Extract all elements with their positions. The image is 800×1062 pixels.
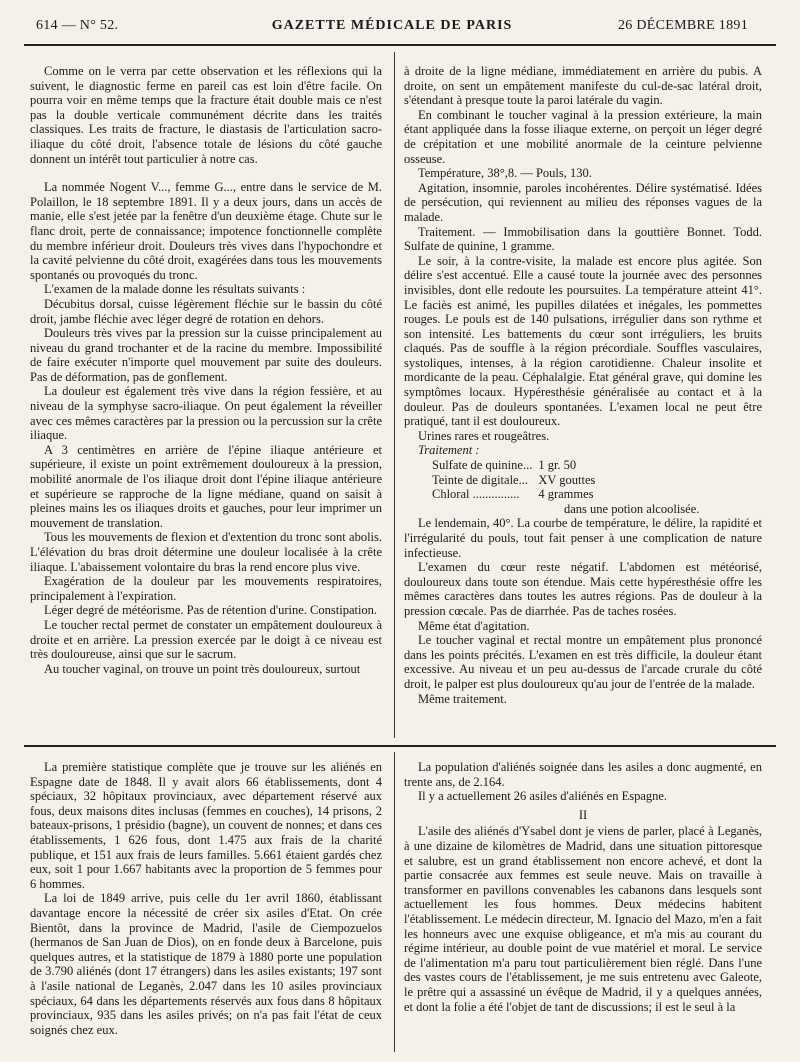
drug-dose: 4 grammes	[538, 487, 594, 502]
article-top-right-column	[404, 64, 762, 706]
paragraph: Agitation, insomnie, paroles incohérentes. Délire systématisé. Idées de persécution, qui reviennent au milieu des réponses vagues de la malade.	[404, 180, 762, 224]
drug-name: Teinte de digitale...	[432, 472, 528, 487]
paragraph: La douleur est également très vive dans la région fessière, et au niveau de la symphyse sacro-iliaque. On peut également la réveiller avec ces mêmes caractères par la pression ou la percussion sur la crête iliaque.	[30, 384, 382, 443]
paragraph: Exagération de la douleur par les mouvements respiratoires, principalement à l'expiration.	[30, 574, 382, 603]
paragraph: Tous les mouvements de flexion et d'extention du tronc sont abolis. L'élévation du bras droit détermine une douleur localisée à la crête iliaque. L'abaissement volontaire du bras la rend encore plus vive.	[30, 530, 382, 574]
paragraph: A 3 centimètres en arrière de l'épine iliaque antérieure et supérieure, il existe un point extrêmement douloureux à la pression, mobilité anormale de l'os iliaque droit dont l'épine iliaque antérieure et supérieure se rapproche de la ligne médiane, quand on saisit à pleines mains les os iliaques droits et gauches, pour leur imprimer un mouvement de translation.	[30, 442, 382, 530]
paragraph: En combinant le toucher vaginal à la pression extérieure, la main étant appliquée dans la fosse iliaque externe, on perçoit un léger degré de crépitation et une mobilité anormale de la ceinture pelvienne osseuse.	[404, 107, 762, 166]
article-bottom-left-column	[30, 760, 382, 1037]
paragraph: L'asile des aliénés d'Ysabel dont je viens de parler, placé à Leganès, à une dizaine de kilomètres de Madrid, dans une situation pittoresque et salubre, est un grand établissement non encore achevé, et dont la partie consacrée aux femmes est seule neuve. Mais on travaille à transformer en pavillons convenables les cabanons dans lesquels sont actuellement les fous hommes. Deux médecins habitent l'établissement. Le médecin directeur, M. Ignacio del Mazo, m'en a fait les honneurs avec une exquise obligeance, et m'a mis au courant du régime intérieur, au double point de vue matériel et moral. Le service de l'alimentation m'a paru tout particulièrement bien réglé. Dans l'une des vastes cours de l'établissement, je me suis entretenu avec Galeote, le prêtre qui a assassiné un évêque de Madrid, il y a quelques années, et dont la folie a été l'objet de tant de discussions; il est le seul à la	[404, 824, 762, 1014]
treatment-footer: dans une potion alcoolisée.	[564, 501, 700, 516]
article-bottom-right-column	[404, 760, 762, 1014]
paragraph: Le toucher vaginal et rectal montre un empâtement plus prononcé dans les points précités. L'examen en est très difficile, la douleur étant excessive. Au niveau et un peu au-dessus de l'arcade crurale du côté droit, le palper est plus douloureux qu'au jour de l'entrée de la malade.	[404, 633, 762, 691]
treatment-table	[432, 458, 601, 502]
issue-date: 26 DÉCEMBRE 1891	[617, 18, 748, 33]
drug-dose: XV gouttes	[538, 472, 596, 487]
paragraph: La population d'aliénés soignée dans les asiles a donc augmenté, en trente ans, de 2.164.	[404, 760, 762, 789]
section-rule	[24, 745, 776, 747]
paragraph: La première statistique complète que je trouve sur les aliénés en Espagne date de 1848. Il y avait alors 66 établissements, dont 4 spéciaux, 32 hôpitaux provinciaux, avec département réservé aux fous, deux maisons dites inclusas (femmes en couches), 14 prisons, 2 bateaux-prisons, 1 présidio (bagne), un couvent de nonnes; et dans ces établissements, 1 626 fous, dont 1.475 aux frais de la charité publique, et 151 aux frais de leurs familles. 5.661 étaient gardés chez eux, soit 1 pour 1.667 habitants avec la proportion de 5 femmes pour 6 hommes.	[30, 760, 382, 891]
section-number: II	[578, 807, 588, 822]
paragraph: Au toucher vaginal, on trouve un point très douloureux, surtout	[44, 661, 361, 676]
treatment-row	[432, 487, 601, 502]
drug-dose: 1 gr. 50	[538, 458, 577, 473]
page-number: 614 — N° 52.	[36, 18, 119, 33]
paragraph: Même traitement.	[418, 691, 507, 706]
paragraph: Comme on le verra par cette observation et les réflexions qui la suivent, le diagnostic ferme en pareil cas est loin d'être facile. On pourra voir en même temps que la fracture était double mais ce n'est pas la double verticale communément décrite dans les traités classiques. Les traits de fracture, le diastasis de l'articulation sacro-iliaque du côté droit, l'absence totale de lésions du côté gauche donnent un intérêt tout particulier à notre cas.	[30, 64, 382, 166]
paragraph: Il y a actuellement 26 asiles d'aliénés en Espagne.	[418, 789, 668, 804]
treatment-heading: Traitement :	[418, 443, 480, 458]
drug-name: Chloral ...............	[432, 487, 520, 502]
treatment-row	[432, 458, 601, 473]
paragraph: L'examen de la malade donne les résultats suivants :	[44, 282, 306, 297]
paragraph: La loi de 1849 arrive, puis celle du 1er avril 1860, établissant davantage encore la nécessité de créer six asiles d'Etat. On crée Bientôt, dans la province de Madrid, l'asile de Ciempozuelos (hermanos de San Juan de Dios), on en fonde deux à Barcelone, puis quelques autres, et la statistique de 1879 à 1880 porte une population de 3.790 aliénés (dont 17 étrangers) dans les asiles existants; 197 sont à l'asile national de Leganès, 2.047 dans les 10 asiles provinciaux spéciaux, 64 dans les départements réservés aux fous dans 8 hôpitaux provinciaux, 935 dans les asiles privés; on n'a pas fait l'état de ceux soignés chez eux.	[30, 891, 382, 1037]
paragraph: Le soir, à la contre-visite, la malade est encore plus agitée. Son délire s'est accentué. Elle a causé toute la journée avec des personnes invisibles, dont elle redoute les poursuites. La température atteint 41°. Le faciès est animé, les pupilles dilatées et inégales, les pommettes rouges. Le pouls est de 140 pulsations, irrégulier dans son rythme et son intensité. Les battements du cœur sont irréguliers, les bruits claqués. Pas de souffle à la région précordiale. Souffles vasculaires, systoliques, intenses, à la région carotidienne. Chaleur insolite et mordicante de la peau. Céphalalgie. Etat général grave, qui domine les symptômes locaux. Hypéresthésie généralisée au contact et à la douleur. Pas de douleurs spontanées. L'examen local ne peut être pratiqué, tant il est douloureux.	[404, 253, 762, 429]
column-divider	[394, 52, 395, 738]
paragraph: Même état d'agitation.	[418, 618, 530, 633]
paragraph: Traitement. — Immobilisation dans la gouttière Bonnet. Todd. Sulfate de quinine, 1 gramme.	[404, 224, 762, 254]
paragraph: Douleurs très vives par la pression sur la cuisse principalement au niveau du grand trochanter et de la racine du membre. Impossibilité de faire exécuter n'importe quel mouvement par suite des douleurs. Pas de déformation, pas de gonflement.	[30, 326, 382, 384]
paragraph: à droite de la ligne médiane, immédiatement en arrière du pubis. A droite, on sent un empâtement manifeste du cul-de-sac latéral droit, s'étendant à presque toute la paroi latérale du vagin.	[404, 64, 762, 108]
paragraph: L'examen du cœur reste négatif. L'abdomen est météorisé, douloureux dans toute son étendue. Mais cette hypéresthésie offre les mêmes caractères dans toutes les autres régions. Pas de douleur à la pression cœcale. Pas de diarrhée. Pas de taches rosées.	[404, 560, 762, 618]
treatment-row	[432, 473, 601, 488]
journal-title: GAZETTE MÉDICALE DE PARIS	[271, 18, 513, 33]
article-top-left-column	[30, 64, 382, 676]
column-divider	[394, 752, 395, 1052]
paragraph: Température, 38°,8. — Pouls, 130.	[418, 166, 592, 181]
page-header	[36, 18, 748, 38]
paragraph: Décubitus dorsal, cuisse légèrement fléchie sur le bassin du côté droit, jambe fléchie avec léger degré de rotation en dehors.	[30, 296, 382, 326]
paragraph: Urines rares et rougeâtres.	[418, 428, 550, 443]
paragraph: Léger degré de météorisme. Pas de rétention d'urine. Constipation.	[44, 603, 378, 618]
paragraph: Le toucher rectal permet de constater un empâtement douloureux à droite et en arrière. La pression exercée par le doigt à ce niveau est très douloureuse, ainsi que sur le sacrum.	[30, 617, 382, 662]
drug-name: Sulfate de quinine...	[432, 458, 533, 473]
paragraph: Le lendemain, 40°. La courbe de température, le délire, la rapidité et l'irrégularité du pouls, tout fait penser à une complication de nature infectieuse.	[404, 516, 762, 560]
header-rule	[24, 44, 776, 46]
paragraph: La nommée Nogent V..., femme G..., entre dans le service de M. Polaillon, le 18 septembre 1891. Il y a deux jours, dans un accès de manie, elle s'est jetée par la fenêtre d'un deuxième étage. Chute sur le flanc droit, perte de connaissance; impotence fonctionnelle complète du membre inférieur droit. Douleurs très vives dans l'hypochondre et la cavité pelvienne du côté droit, exagérées dans tous les mouvements spontanés ou provoqués du tronc.	[30, 180, 382, 282]
